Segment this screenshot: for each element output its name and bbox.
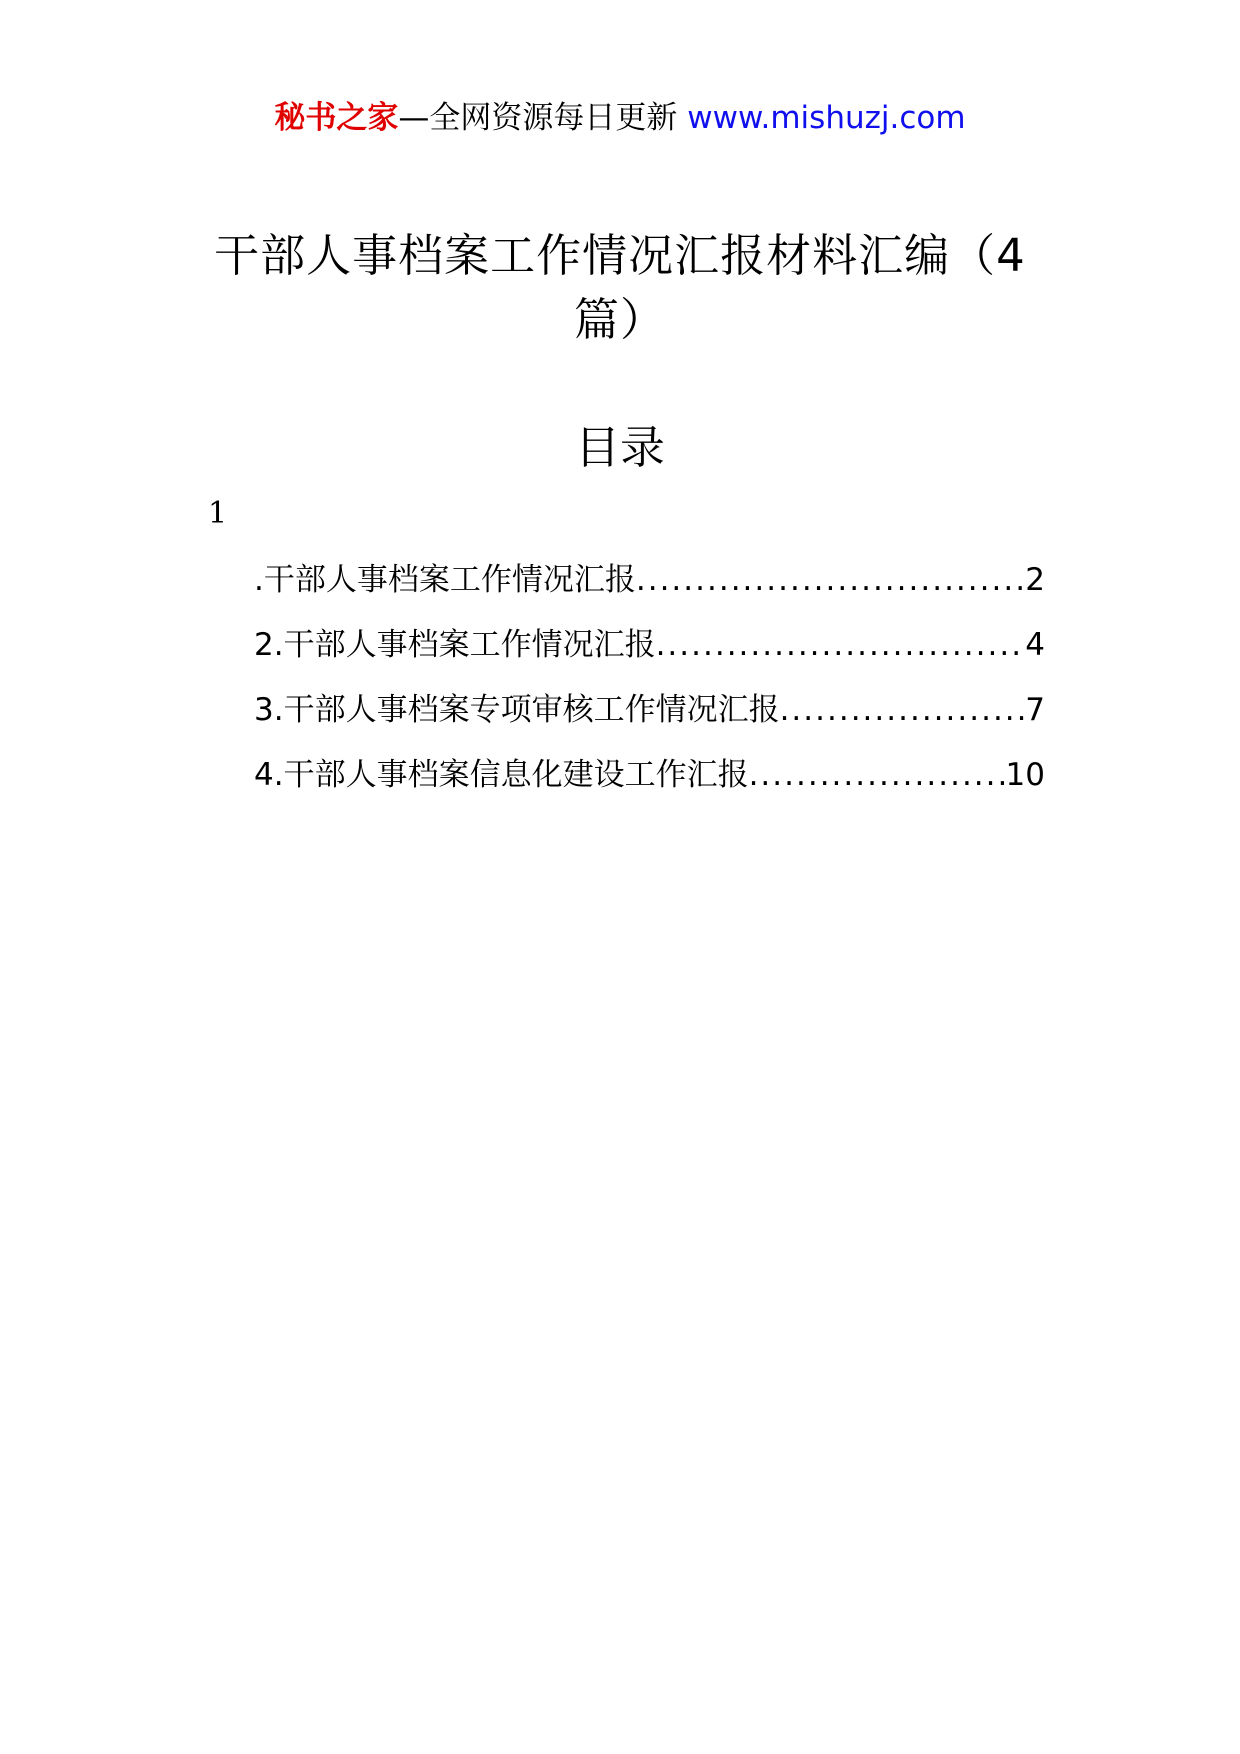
toc-entry[interactable]: [254, 753, 1045, 818]
toc-entry-title: 2.干部人事档案工作情况汇报: [254, 627, 656, 663]
site-tagline: —全网资源每日更新: [398, 100, 688, 136]
toc-entry-title: 4.干部人事档案信息化建设工作汇报: [254, 757, 749, 793]
document-title: 干部人事档案工作情况汇报材料汇编（4篇）: [214, 229, 1026, 346]
site-brand: 秘书之家: [274, 100, 399, 136]
toc-entry[interactable]: [254, 623, 1045, 688]
toc-dot-leader: [749, 753, 1006, 797]
toc-dot-leader: [780, 688, 1026, 732]
toc-heading: 目录: [574, 421, 665, 474]
toc-entry[interactable]: [254, 558, 1045, 623]
toc-entry[interactable]: [254, 688, 1045, 753]
toc-page-number: 10: [1005, 757, 1045, 793]
toc-dot-leader: [636, 558, 1025, 602]
toc-page-number: 4: [1025, 627, 1045, 663]
site-url-link[interactable]: www.mishuzj.com: [687, 100, 966, 136]
toc-entry-title: 3.干部人事档案专项审核工作情况汇报: [254, 692, 780, 728]
toc-page-number: 2: [1025, 562, 1045, 598]
toc-list-number: 1: [208, 496, 228, 531]
toc-dot-leader: [656, 623, 1026, 667]
toc-page-number: 7: [1025, 692, 1045, 728]
table-of-contents: [254, 558, 1045, 818]
site-header: [0, 98, 1240, 138]
toc-entry-title: .干部人事档案工作情况汇报: [254, 562, 636, 598]
